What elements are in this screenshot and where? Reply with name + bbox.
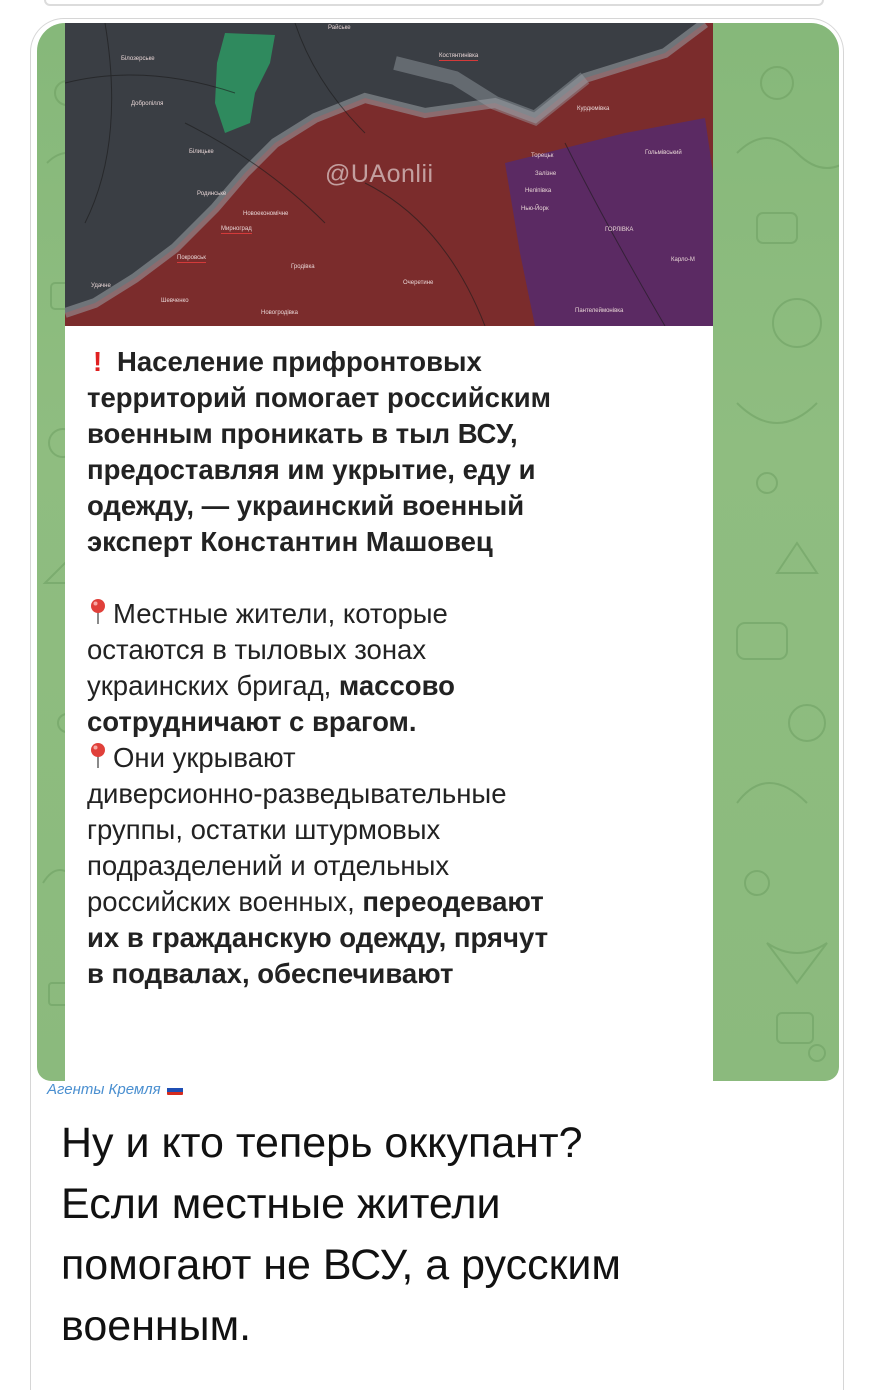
previous-post-edge — [44, 0, 824, 6]
round-pushpin-icon — [87, 741, 109, 769]
map-label-ocheretyne: Очеретине — [403, 280, 434, 286]
body-line: подразделений и отдельных — [87, 850, 450, 881]
post-image[interactable] — [37, 23, 839, 1081]
map-label-niu-iork: Нью-Йорк — [521, 206, 549, 212]
body-line: группы, остатки штурмовых — [87, 814, 441, 845]
russian-flag-icon — [167, 1085, 183, 1095]
map-label-nelipivka: Неліпівка — [525, 188, 552, 194]
map-label-raiske: Райське — [328, 25, 351, 31]
map-label-dobropillia: Добропілля — [131, 101, 164, 107]
map-label-myrnohrad: Мирноград — [221, 226, 252, 232]
front-line-map — [65, 23, 713, 326]
map-label-toretsk: Торецьк — [531, 153, 554, 159]
map-label-novohrodivka: Новогродівка — [261, 310, 298, 316]
body-line: их в гражданскую одежду, прячут — [87, 922, 549, 953]
map-watermark: @UAonlii — [325, 160, 434, 188]
map-label-novoekonomichne: Новоекономічне — [243, 211, 289, 217]
body-line: украинских бригад, массово — [87, 670, 455, 701]
body-line: Они укрывают — [87, 740, 707, 776]
caption-line: Если местные жители — [61, 1180, 501, 1228]
body-line: российских военных, переодевают — [87, 886, 544, 917]
embedded-telegram-message — [65, 23, 713, 1081]
map-label-bilytske: Білицьке — [189, 149, 214, 155]
map-label-panteleimonivka: Пантелеймонівка — [575, 308, 624, 314]
headline-line: военным проникать в тыл ВСУ, — [87, 418, 518, 449]
map-label-bilozerske: Білозерське — [121, 56, 155, 62]
message-text — [87, 344, 707, 1028]
headline-line: предоставляя им укрытие, еду и — [87, 454, 536, 485]
headline-line: одежду, — украинский военный — [87, 490, 525, 521]
body-line: остаются в тыловых зонах — [87, 634, 427, 665]
body-line: в подвалах, обеспечивают — [87, 958, 454, 989]
map-label-holmivskyi: Гольмівський — [645, 150, 682, 156]
headline-line: эксперт Константин Машовец — [87, 526, 493, 557]
body-line: диверсионно-разведывательные — [87, 778, 507, 809]
message-paragraph-body — [87, 596, 707, 992]
map-label-pokrovsk: Покровськ — [177, 255, 206, 261]
post-card — [30, 18, 844, 1390]
source-channel-name[interactable]: Агенты Кремля — [47, 1081, 183, 1098]
map-label-horlivka: ГОРЛІВКА — [605, 227, 634, 233]
round-pushpin-icon — [87, 597, 109, 625]
body-line: сотрудничают с врагом. — [87, 706, 417, 737]
map-label-karlo-marksove: Карло-М — [671, 257, 695, 263]
body-line: Местные жители, которые — [87, 596, 707, 632]
post-caption — [61, 1113, 841, 1357]
caption-line: военным. — [61, 1302, 252, 1350]
map-label-hrodivka: Гродівка — [291, 264, 315, 270]
headline-line: ! Население прифронтовых — [87, 344, 707, 380]
caption-line: помогают не ВСУ, а русским — [61, 1241, 621, 1289]
map-label-udachne: Удачне — [91, 283, 111, 289]
map-label-zalizne: Залізне — [535, 171, 557, 177]
map-label-kostiantynivka: Костянтинівка — [439, 53, 479, 59]
caption-line: Ну и кто теперь оккупант? — [61, 1119, 583, 1167]
map-label-kurdiumivka: Курдюмівка — [577, 106, 610, 112]
map-label-rodynske: Родинське — [197, 191, 227, 197]
message-paragraph-headline — [87, 344, 707, 560]
map-label-shevchenko: Шевченко — [161, 298, 189, 304]
headline-line: территорий помогает российским — [87, 382, 551, 413]
exclamation-icon: ! — [93, 346, 103, 377]
